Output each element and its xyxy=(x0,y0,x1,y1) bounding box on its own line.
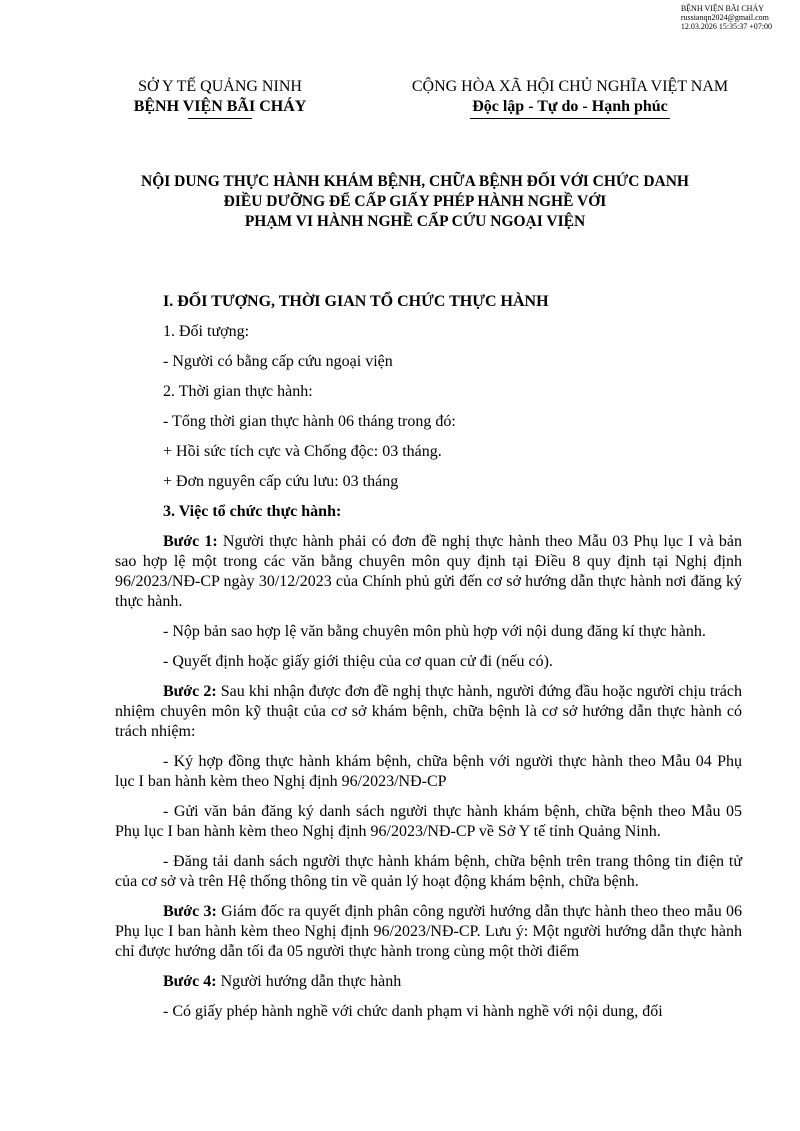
step-text: Người hướng dẫn thực hành xyxy=(216,973,402,990)
list-item: - Người có bằng cấp cứu ngoại viện xyxy=(163,353,393,370)
digital-signature-stamp xyxy=(681,4,772,31)
step-3-paragraph xyxy=(115,902,742,962)
list-item: + Hồi sức tích cực và Chống độc: 03 tháng. xyxy=(163,443,442,460)
item-heading: 1. Đối tượng: xyxy=(163,323,250,340)
stamp-org: BỆNH VIỆN BÃI CHÁY xyxy=(680,4,764,13)
list-item: - Tổng thời gian thực hành 06 tháng trong đó: xyxy=(163,413,456,430)
step-4-paragraph xyxy=(115,972,742,992)
title-line-2: ĐIỀU DƯỠNG ĐỂ CẤP GIẤY PHÉP HÀNH NGHỀ VỚI xyxy=(223,193,607,210)
item-heading: 2. Thời gian thực hành: xyxy=(163,383,313,400)
item-heading-bold: 3. Việc tổ chức thực hành: xyxy=(163,503,342,520)
paragraph: - Gửi văn bản đăng ký danh sách người thực hành khám bệnh, chữa bệnh theo Mẫu 05 Phụ lục I ban hành kèm theo Nghị định 96/2023/NĐ-CP về Sở Y tế tỉnh Quảng Ninh. xyxy=(115,803,742,840)
document-body xyxy=(115,292,742,1032)
list-item: + Đơn nguyên cấp cứu lưu: 03 tháng xyxy=(163,473,399,490)
step-label: Bước 4: xyxy=(163,973,217,990)
issuer-underline xyxy=(188,118,252,119)
step-label: Bước 1: xyxy=(163,533,218,550)
step-2-paragraph xyxy=(115,682,742,742)
stamp-email: russianqn2024@gmail.com xyxy=(680,13,769,22)
national-title: CỘNG HÒA XÃ HỘI CHỦ NGHĨA VIỆT NAM xyxy=(411,78,729,95)
issuer-department: SỞ Y TẾ QUẢNG NINH xyxy=(138,78,302,95)
national-header xyxy=(380,77,760,119)
step-label: Bước 3: xyxy=(163,903,217,920)
issuer-header xyxy=(110,77,330,119)
title-line-3: PHẠM VI HÀNH NGHỀ CẤP CỨU NGOẠI VIỆN xyxy=(244,213,586,230)
issuer-hospital: BỆNH VIỆN BÃI CHÁY xyxy=(133,98,307,115)
paragraph: - Ký hợp đồng thực hành khám bệnh, chữa bệnh với người thực hành theo Mẫu 04 Phụ lục I ban hành kèm theo Nghị định 96/2023/NĐ-CP xyxy=(115,753,742,790)
step-text: Sau khi nhận được đơn đề nghị thực hành, người đứng đầu hoặc người chịu trách nhiệm chuyên môn kỹ thuật của cơ sở khám bệnh, chữa bệnh là cơ sở hướng dẫn thực hành có trách nhiệm: xyxy=(115,683,743,740)
stamp-datetime: 12.03.2026 15:35:37 +07:00 xyxy=(680,22,772,31)
section-heading: I. ĐỐI TƯỢNG, THỜI GIAN TỔ CHỨC THỰC HÀNH xyxy=(163,293,549,310)
motto-underline xyxy=(470,118,670,119)
step-text: Người thực hành phải có đơn đề nghị thực hành theo Mẫu 03 Phụ lục I và bản sao hợp lệ một trong các văn bằng chuyên môn quy định tại Điều 8 quy định tại Nghị định 96/2023/NĐ-CP ngày 30/12/2023 của Chính phủ gửi đến cơ sở hướng dẫn thực hành nơi đăng ký thực hành. xyxy=(115,533,743,610)
paragraph: - Quyết định hoặc giấy giới thiệu của cơ quan cử đi (nếu có). xyxy=(163,653,553,670)
paragraph: - Nộp bản sao hợp lệ văn bằng chuyên môn phù hợp với nội dung đăng kí thực hành. xyxy=(163,623,706,640)
title-line-1: NỘI DUNG THỰC HÀNH KHÁM BỆNH, CHỮA BỆNH ĐỐI VỚI CHỨC DANH xyxy=(141,173,689,190)
document-title xyxy=(100,172,730,232)
step-1-paragraph xyxy=(115,532,742,612)
paragraph: - Đăng tải danh sách người thực hành khám bệnh, chữa bệnh trên trang thông tin điện tử của cơ sở và trên Hệ thống thông tin về quản lý hoạt động khám bệnh, chữa bệnh. xyxy=(115,853,742,890)
paragraph: - Có giấy phép hành nghề với chức danh phạm vi hành nghề với nội dung, đối xyxy=(163,1003,663,1020)
national-motto: Độc lập - Tự do - Hạnh phúc xyxy=(472,98,668,115)
step-text: Giám đốc ra quyết định phân công người hướng dẫn thực hành theo theo mẫu 06 Phụ lục I ban hành kèm theo Nghị định 96/2023/NĐ-CP. Lưu ý: Một người hướng dẫn thực hành chỉ được hướng dẫn tối đa 05 người thực hành trong cùng một thời điểm xyxy=(115,903,743,960)
step-label: Bước 2: xyxy=(163,683,217,700)
